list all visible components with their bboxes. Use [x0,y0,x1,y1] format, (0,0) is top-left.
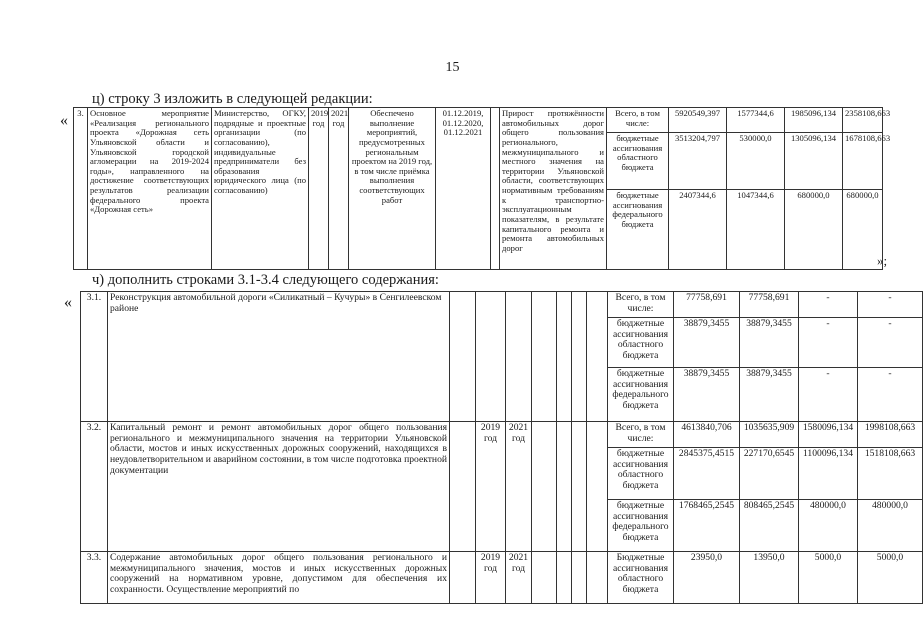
funding-value: 480000,0 [858,500,923,552]
funding-source: Всего, в том числе: [608,292,674,318]
close-quote: »; [877,253,888,268]
measure-name: Капитальный ремонт и ремонт автомобильных дорог общего пользования регионального и межмуниципального значения на территории Ульяновской области, мостов и иных искусственных дорожных сооружений, находящихся в неудовлетворительном и аварийном состоянии, в том числе подготовка проектной документации [108,422,450,552]
funding-value: 1035635,909 [740,422,799,448]
funding-value: 38879,3455 [674,368,740,422]
section-heading-ts: ц) строку 3 изложить в следующей редакции: [92,91,373,107]
funding-value: 1985096,134 [785,108,843,133]
funding-value: 1998108,663 [858,422,923,448]
table-rows-3-1-3-3 [80,291,923,604]
executor: Министерство, ОГКУ, подрядные и проектные организации (по согласованию), индивидуальные предприниматели без образования юридического лица (по согласованию) [212,108,309,270]
row-number: 3. [74,108,88,270]
funding-value: 5000,0 [799,552,858,604]
start-year [476,292,506,422]
funding-value: 1678108,663 [843,133,883,190]
funding-value: 77758,691 [740,292,799,318]
funding-value: - [799,368,858,422]
empty-cell [572,422,587,552]
empty-cell [587,292,608,422]
empty-cell [557,292,572,422]
funding-value: 680000,0 [843,190,883,270]
funding-value: 13950,0 [740,552,799,604]
page-number: 15 [445,60,460,75]
open-quote: « [64,294,72,311]
end-year: 2021 год [506,422,532,552]
row-number: 3.3. [81,552,108,604]
funding-value: 808465,2545 [740,500,799,552]
funding-value: 2407344,6 [669,190,727,270]
row-number: 3.2. [81,422,108,552]
empty-cell [532,422,557,552]
funding-value: 530000,0 [727,133,785,190]
empty-cell [587,422,608,552]
funding-value: 23950,0 [674,552,740,604]
funding-value: - [858,318,923,368]
table-row-3 [73,107,891,270]
funding-source: Бюджетные ассигнования областного бюджета [608,552,674,604]
funding-value: 38879,3455 [740,318,799,368]
row-number: 3.1. [81,292,108,422]
empty-cell [450,422,476,552]
funding-value: - [799,292,858,318]
funding-value: 680000,0 [785,190,843,270]
funding-value: 1305096,134 [785,133,843,190]
funding-source: Всего, в том числе: [607,108,669,133]
funding-value: 77758,691 [674,292,740,318]
funding-value: - [858,292,923,318]
funding-source: бюджетные ассигнования федерального бюджета [608,368,674,422]
empty-cell [587,552,608,604]
empty-cell [491,108,500,270]
end-year [506,292,532,422]
funding-source: бюджетные ассигнования федерального бюджета [607,190,669,270]
empty-cell [572,292,587,422]
funding-source: бюджетные ассигнования областного бюджета [607,133,669,190]
empty-cell [450,552,476,604]
funding-value: 2358108,663 [843,108,883,133]
empty-cell [450,292,476,422]
funding-value: 2845375,4515 [674,448,740,500]
empty-cell [532,292,557,422]
empty-cell [557,552,572,604]
open-quote: « [60,112,68,129]
control-dates: 01.12.2019, 01.12.2020, 01.12.2021 [436,108,491,270]
end-year: 2021 год [506,552,532,604]
start-year: 2019 год [476,552,506,604]
measure-name: Содержание автомобильных дорог общего пользования регионального и межмуниципального значения, мостов и иных искусственных дорожных сооружений на нормативном уровне, допустимом для обеспечения их сохранности. Осуществление мероприятий по [108,552,450,604]
funding-value: 38879,3455 [674,318,740,368]
funding-value: 4613840,706 [674,422,740,448]
funding-value: 1768465,2545 [674,500,740,552]
funding-value: 1100096,134 [799,448,858,500]
funding-value: 5920549,397 [669,108,727,133]
expected-result: Обеспечено выполнение мероприятий, предусмотренных региональным проектом на 2019 год, в том числе приёмка выполнения соответствующих работ [349,108,436,270]
funding-value: 1518108,663 [858,448,923,500]
section-heading-ch: ч) дополнить строками 3.1-3.4 следующего содержания: [92,272,439,288]
funding-value: 5000,0 [858,552,923,604]
start-year: 2019 год [309,108,329,270]
empty-cell [572,552,587,604]
funding-source: Всего, в том числе: [608,422,674,448]
funding-source: бюджетные ассигнования областного бюджета [608,448,674,500]
funding-value: - [799,318,858,368]
measure-name: Основное мероприятие «Реализация регионального проекта «Дорожная сеть Ульяновской области и Ульяновской городской агломерации на 2019-2024 годы», направленного на достижение соответствующих результатов реализации федерального проекта «Дорожная сеть» [88,108,212,270]
target-indicator: Прирост протяжённости автомобильных дорог общего пользования регионального, межмуниципального и местного значения на территории Ульяновской области, соответствующих нормативным требованиям к транспортно-эксплуатационным показателям, в результате капитального ремонта и ремонта автомобильных дорог [500,108,607,270]
funding-source: бюджетные ассигнования областного бюджета [608,318,674,368]
funding-source: бюджетные ассигнования федерального бюджета [608,500,674,552]
funding-value: - [858,368,923,422]
funding-value: 227170,6545 [740,448,799,500]
start-year: 2019 год [476,422,506,552]
empty-cell [557,422,572,552]
funding-value: 480000,0 [799,500,858,552]
funding-value: 38879,3455 [740,368,799,422]
end-year: 2021 год [329,108,349,270]
funding-value: 1577344,6 [727,108,785,133]
funding-value: 1047344,6 [727,190,785,270]
measure-name: Реконструкция автомобильной дороги «Силикатный – Кучуры» в Сенгилеевском районе [108,292,450,422]
empty-cell [532,552,557,604]
funding-value: 3513204,797 [669,133,727,190]
funding-value: 1580096,134 [799,422,858,448]
